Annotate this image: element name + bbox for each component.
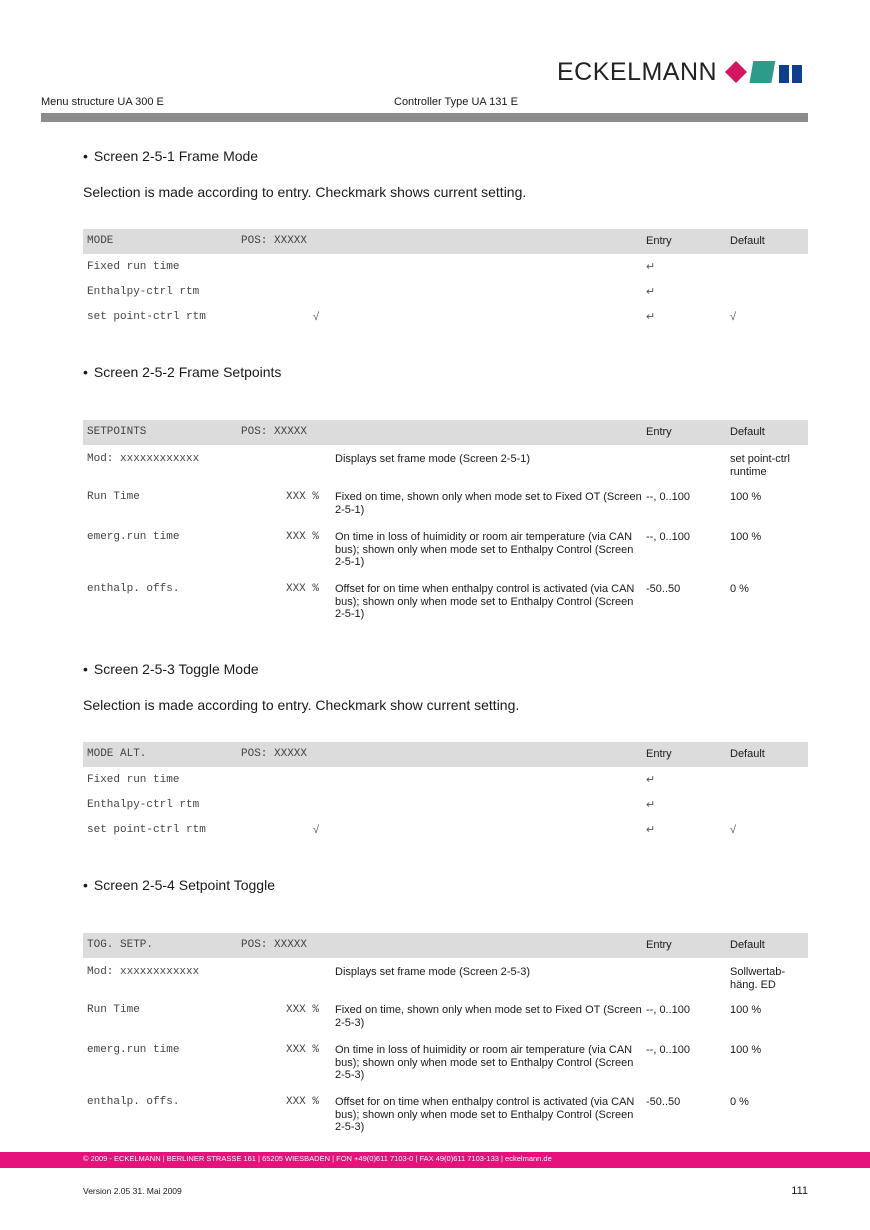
row-value: XXX %	[285, 1096, 319, 1108]
row-name: set point-ctrl rtm	[87, 824, 206, 836]
header-divider	[41, 113, 808, 122]
logo-squares-icon	[723, 57, 804, 87]
header-default: Default	[730, 420, 808, 445]
row-default: 0 %	[730, 1096, 749, 1108]
row-name: emerg.run time	[87, 531, 180, 543]
section-heading-2-5-2: • Screen 2-5-2 Frame Setpoints	[83, 364, 808, 380]
row-entry: --, 0..100	[646, 1004, 691, 1016]
row-value: XXX %	[285, 583, 319, 595]
row-value: XXX %	[285, 531, 319, 543]
checkmark-icon: √	[730, 311, 737, 323]
enter-icon: ↵	[646, 799, 656, 811]
page-number: 111	[791, 1185, 808, 1197]
eckelmann-logo	[557, 56, 804, 88]
checkmark-icon: √	[730, 824, 737, 836]
enter-icon: ↵	[646, 286, 656, 298]
row-value	[241, 445, 331, 489]
row-default: 100 %	[730, 1004, 762, 1016]
header-default: Default	[730, 742, 808, 767]
header-entry: Entry	[646, 229, 730, 254]
row-description: Offset for on time when enthalpy control is activated (via CAN bus); shown only when mode set to Enthalpy Control (Screen 2-5-3)	[335, 1096, 635, 1133]
table-row	[83, 767, 808, 792]
row-description: Offset for on time when enthalpy control is activated (via CAN bus); shown only when mode set to Enthalpy Control (Screen 2-5-1)	[335, 583, 635, 620]
table-header-row	[83, 229, 808, 254]
header-pos: POS: XXXXX	[241, 742, 331, 767]
row-default: Sollwertab-häng. ED	[730, 966, 786, 991]
header-pos: POS: XXXXX	[241, 229, 331, 254]
row-name: Fixed run time	[87, 774, 180, 786]
row-description: Fixed on time, shown only when mode set to Fixed OT (Screen 2-5-1)	[335, 491, 642, 516]
section-paragraph-2-5-1: Selection is made according to entry. Checkmark shows current setting.	[83, 184, 527, 200]
row-name: Mod: xxxxxxxxxxxx	[87, 453, 200, 465]
row-default: 100 %	[730, 531, 762, 543]
row-entry	[646, 445, 730, 489]
row-default: 100 %	[730, 491, 762, 503]
table-row	[83, 1094, 808, 1138]
table-header-row	[83, 742, 808, 767]
table-row	[83, 489, 808, 529]
row-default: 0 %	[730, 583, 749, 595]
table-row	[83, 254, 808, 279]
table-row	[83, 958, 808, 1002]
row-entry: --, 0..100	[646, 1044, 691, 1056]
row-name: Enthalpy-ctrl rtm	[87, 286, 200, 298]
header-name: SETPOINTS	[83, 420, 241, 445]
table-row	[83, 279, 808, 304]
header-doc-title: Menu structure UA 300 E	[41, 96, 164, 108]
header-default: Default	[730, 229, 808, 254]
row-name: Run Time	[87, 1004, 140, 1016]
section-heading-2-5-4: • Screen 2-5-4 Setpoint Toggle	[83, 877, 808, 893]
table-toggle-mode	[83, 742, 808, 842]
checkmark-icon: √	[312, 311, 319, 323]
header-pos: POS: XXXXX	[241, 933, 331, 958]
row-name: Run Time	[87, 491, 140, 503]
table-header-row	[83, 933, 808, 958]
header-name: MODE ALT.	[83, 742, 241, 767]
enter-icon: ↵	[646, 824, 656, 836]
row-name: Fixed run time	[87, 261, 180, 273]
row-value: XXX %	[285, 1044, 319, 1056]
row-description: Displays set frame mode (Screen 2-5-1)	[335, 453, 531, 465]
table-row	[83, 445, 808, 489]
section-paragraph-2-5-3: Selection is made according to entry. Checkmark show current setting.	[83, 697, 520, 713]
header-pos: POS: XXXXX	[241, 420, 331, 445]
table-setpoint-toggle	[83, 933, 808, 1138]
row-entry: --, 0..100	[646, 491, 691, 503]
row-default: 100 %	[730, 1044, 762, 1056]
row-description: Displays set frame mode (Screen 2-5-3)	[335, 966, 531, 978]
section-heading-2-5-3: • Screen 2-5-3 Toggle Mode	[83, 661, 808, 677]
table-row	[83, 1042, 808, 1094]
row-description: Fixed on time, shown only when mode set to Fixed OT (Screen 2-5-3)	[335, 1004, 642, 1029]
enter-icon: ↵	[646, 774, 656, 786]
header-default: Default	[730, 933, 808, 958]
header-name: TOG. SETP.	[83, 933, 241, 958]
row-description: On time in loss of huimidity or room air temperature (via CAN bus); shown only when mode set to Enthalpy Control (Screen 2-5-1)	[335, 531, 634, 568]
table-row	[83, 792, 808, 817]
table-row	[83, 529, 808, 581]
enter-icon: ↵	[646, 311, 656, 323]
header-controller-type: Controller Type UA 131 E	[394, 96, 518, 108]
row-name: emerg.run time	[87, 1044, 180, 1056]
header-entry: Entry	[646, 742, 730, 767]
header-name: MODE	[83, 229, 241, 254]
section-heading-2-5-1: • Screen 2-5-1 Frame Mode	[83, 148, 808, 164]
row-name: Enthalpy-ctrl rtm	[87, 799, 200, 811]
row-entry: -50..50	[646, 1096, 681, 1108]
row-value: XXX %	[285, 1004, 319, 1016]
table-frame-mode	[83, 229, 808, 329]
row-name: enthalp. offs.	[87, 1096, 180, 1108]
row-name: Mod: xxxxxxxxxxxx	[87, 966, 200, 978]
row-description: On time in loss of huimidity or room air temperature (via CAN bus); shown only when mode set to Enthalpy Control (Screen 2-5-3)	[335, 1044, 634, 1081]
table-header-row	[83, 420, 808, 445]
table-row	[83, 1002, 808, 1042]
table-row	[83, 304, 808, 329]
row-name: enthalp. offs.	[87, 583, 180, 595]
enter-icon: ↵	[646, 261, 656, 273]
header-entry: Entry	[646, 420, 730, 445]
row-entry: --, 0..100	[646, 531, 691, 543]
row-default: set point-ctrl runtime	[730, 453, 790, 478]
row-entry: -50..50	[646, 583, 681, 595]
header-entry: Entry	[646, 933, 730, 958]
table-row	[83, 581, 808, 625]
footer-version: Version 2.05 31. Mai 2009	[83, 1186, 182, 1196]
footer-contact: © 2009 - ECKELMANN | BERLINER STRASSE 161 | 65205 WIESBADEN | FON +49(0)611 7103-0 | FAX 49(0)611 7103-133 | eckelmann.de	[83, 1154, 552, 1163]
logo-text: ECKELMANN	[557, 57, 718, 86]
row-entry	[646, 958, 730, 1002]
row-name: set point-ctrl rtm	[87, 311, 206, 323]
checkmark-icon: √	[312, 824, 319, 836]
row-value: XXX %	[285, 491, 319, 503]
table-row	[83, 817, 808, 842]
row-value	[241, 958, 331, 1002]
table-frame-setpoints	[83, 420, 808, 625]
